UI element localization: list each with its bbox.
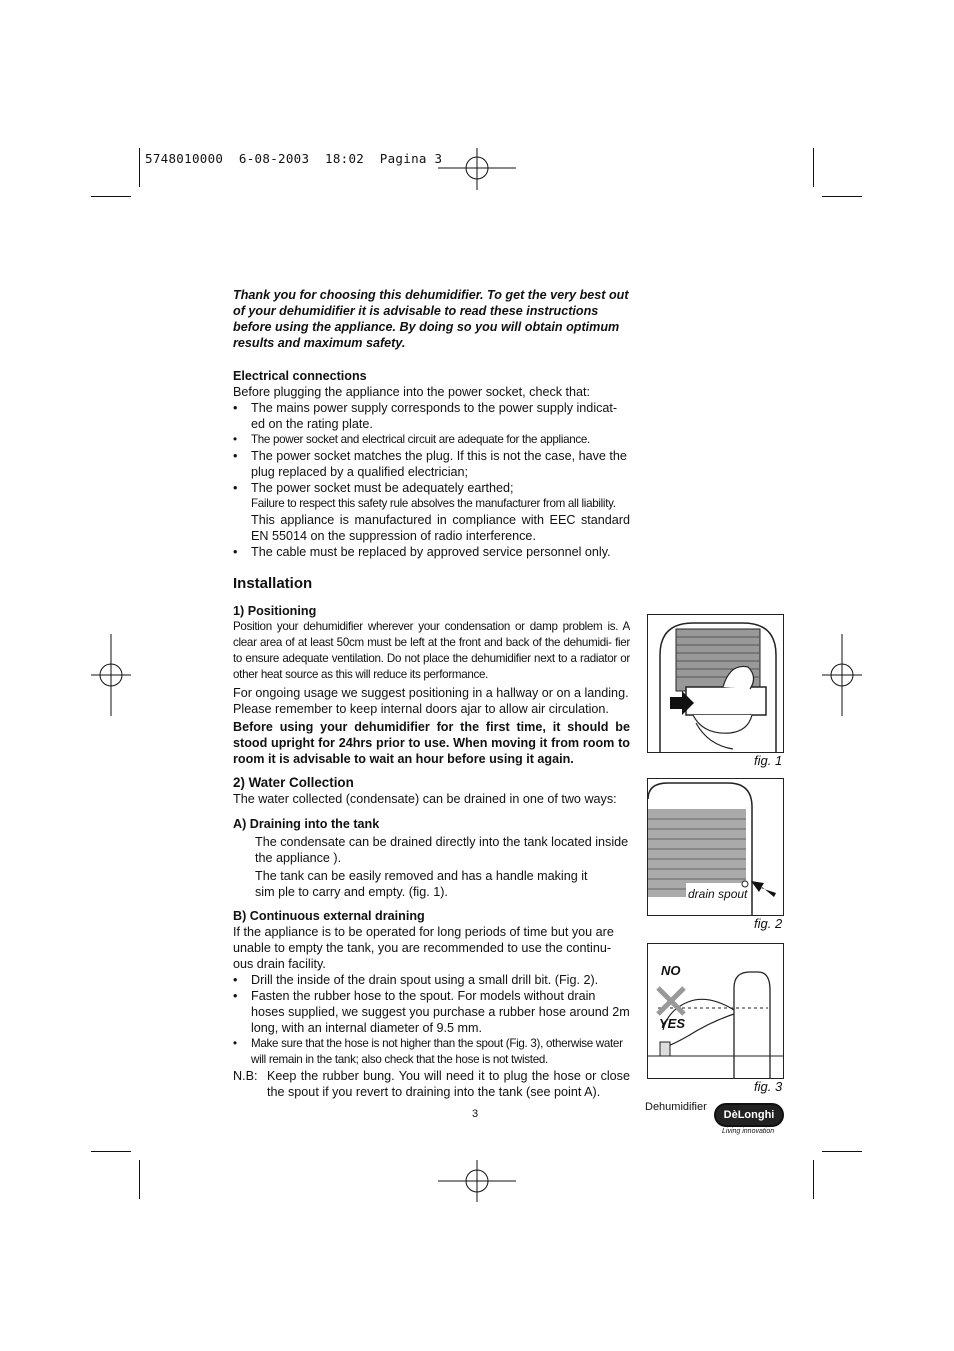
nb-note [233,1068,630,1100]
nb-text: Keep the rubber bung. You will need it to plug the hose or close the spout if you revert to draining into the tank (see point A). [267,1069,630,1099]
electrical-section [233,368,630,560]
crop-mark [139,1160,140,1199]
crop-mark [822,1151,862,1152]
continuous-list [233,972,630,1068]
water-lead: The water collected (condensate) can be drained in one of two ways: [233,792,617,806]
list-item: • Drill the inside of the drain spout using a small drill bit. (Fig. 2). [233,972,630,988]
figure-1-illustration [647,614,784,753]
crop-mark [91,1151,131,1152]
nb-label: N.B: [233,1069,258,1083]
figure-3-caption: fig. 3 [754,1079,783,1094]
crop-mark [813,1160,814,1199]
list-item-text: • The power socket must be adequately earthed; [251,481,514,495]
registration-mark-left [91,634,131,716]
section-heading: 2) Water Collection [233,775,354,790]
list-item: • Make sure that the hose is not higher than the spout (Fig. 3), otherwise water will remain in the tank; also check that the hose is not twisted. [233,1036,630,1068]
crop-mark [813,148,814,187]
section-heading: Electrical connections [233,369,367,383]
subsection-heading: A) Draining into the tank [233,817,380,831]
dehumidifier-tank-drawing [648,615,783,752]
water-collection-section [233,775,630,1100]
registration-mark-right [822,634,862,716]
continuous-lead: If the appliance is to be operated for long periods of time but you are unable to empty the tank, you are recommended to use the continu- ous drain facility. [233,925,614,971]
positioning-warning: Before using your dehumidifier for the first time, it should be stood upright for 24hrs prior to use. When moving it from room to room it is advisable to wait an hour before using it again. [233,720,630,766]
figure-1-caption: fig. 1 [754,753,783,768]
electrical-lead: Before plugging the appliance into the power socket, check that: [233,385,591,399]
crop-mark [139,148,140,187]
registration-mark-top [438,148,516,190]
safety-note: Failure to respect this safety rule absolves the manufacturer from all liability. [251,497,616,510]
list-item: • The power socket matches the plug. If this is not the case, have the plug replaced by a qualified electrician; [233,448,630,480]
crop-mark [822,196,862,197]
section-heading: 1) Positioning [233,604,317,618]
yes-label: YES [659,1016,686,1031]
tank-paragraph: The tank can be easily removed and has a handle making it sim ple to carry and empty. (fig. 1). [255,869,588,899]
electrical-list [233,400,630,560]
product-name: Dehumidifier [645,1101,707,1113]
compliance-note: This appliance is manufactured in compliance with EEC standard EN 55014 on the suppression of radio interference. [251,513,630,543]
print-slug: 5748010000 6-08-2003 18:02 Pagina 3 [145,151,443,166]
positioning-paragraph: Position your dehumidifier wherever your condensation or damp problem is. A clear area of at least 50cm must be left at the front and back of the dehumidi- fier to ensure adequate ventilation. Do not place the dehumidifier next to a radiator or other heat source as this will reduce its performance. [233,620,630,681]
crop-mark [91,196,131,197]
positioning-section [233,603,630,767]
brand-tagline: Living innovation [722,1128,775,1135]
figure-2-caption: fig. 2 [754,916,783,931]
registration-mark-bottom [438,1160,516,1202]
drain-spout-label: drain spout [688,887,748,901]
positioning-paragraph: For ongoing usage we suggest positioning in a hallway or on a landing. Please remember to keep internal doors ajar to allow air circulation. [233,686,629,716]
page-number: 3 [472,1108,479,1120]
list-item: • The power socket and electrical circuit are adequate for the appliance. [233,432,630,448]
intro-paragraph: Thank you for choosing this dehumidifier. To get the very best out of your dehumidifier it is advisable to read these instructions before using the appliance. By doing so you will obtain optimum results and maximum safety. [233,288,629,350]
list-item [233,480,630,544]
list-item: • The cable must be replaced by approved service personnel only. [233,544,630,560]
list-item: • The mains power supply corresponds to the power supply indicat- ed on the rating plate. [233,400,630,432]
installation-heading: Installation [233,575,313,592]
no-label: NO [661,963,681,978]
tank-paragraph: The condensate can be drained directly into the tank located inside the appliance ). [255,835,629,865]
list-item: • Fasten the rubber hose to the spout. For models without drain hoses supplied, we suggest you purchase a rubber hose around 2m long, with an internal diameter of 9.5 mm. [233,988,630,1036]
brand-logo: DèLonghi [714,1103,784,1127]
subsection-heading: B) Continuous external draining [233,909,425,923]
